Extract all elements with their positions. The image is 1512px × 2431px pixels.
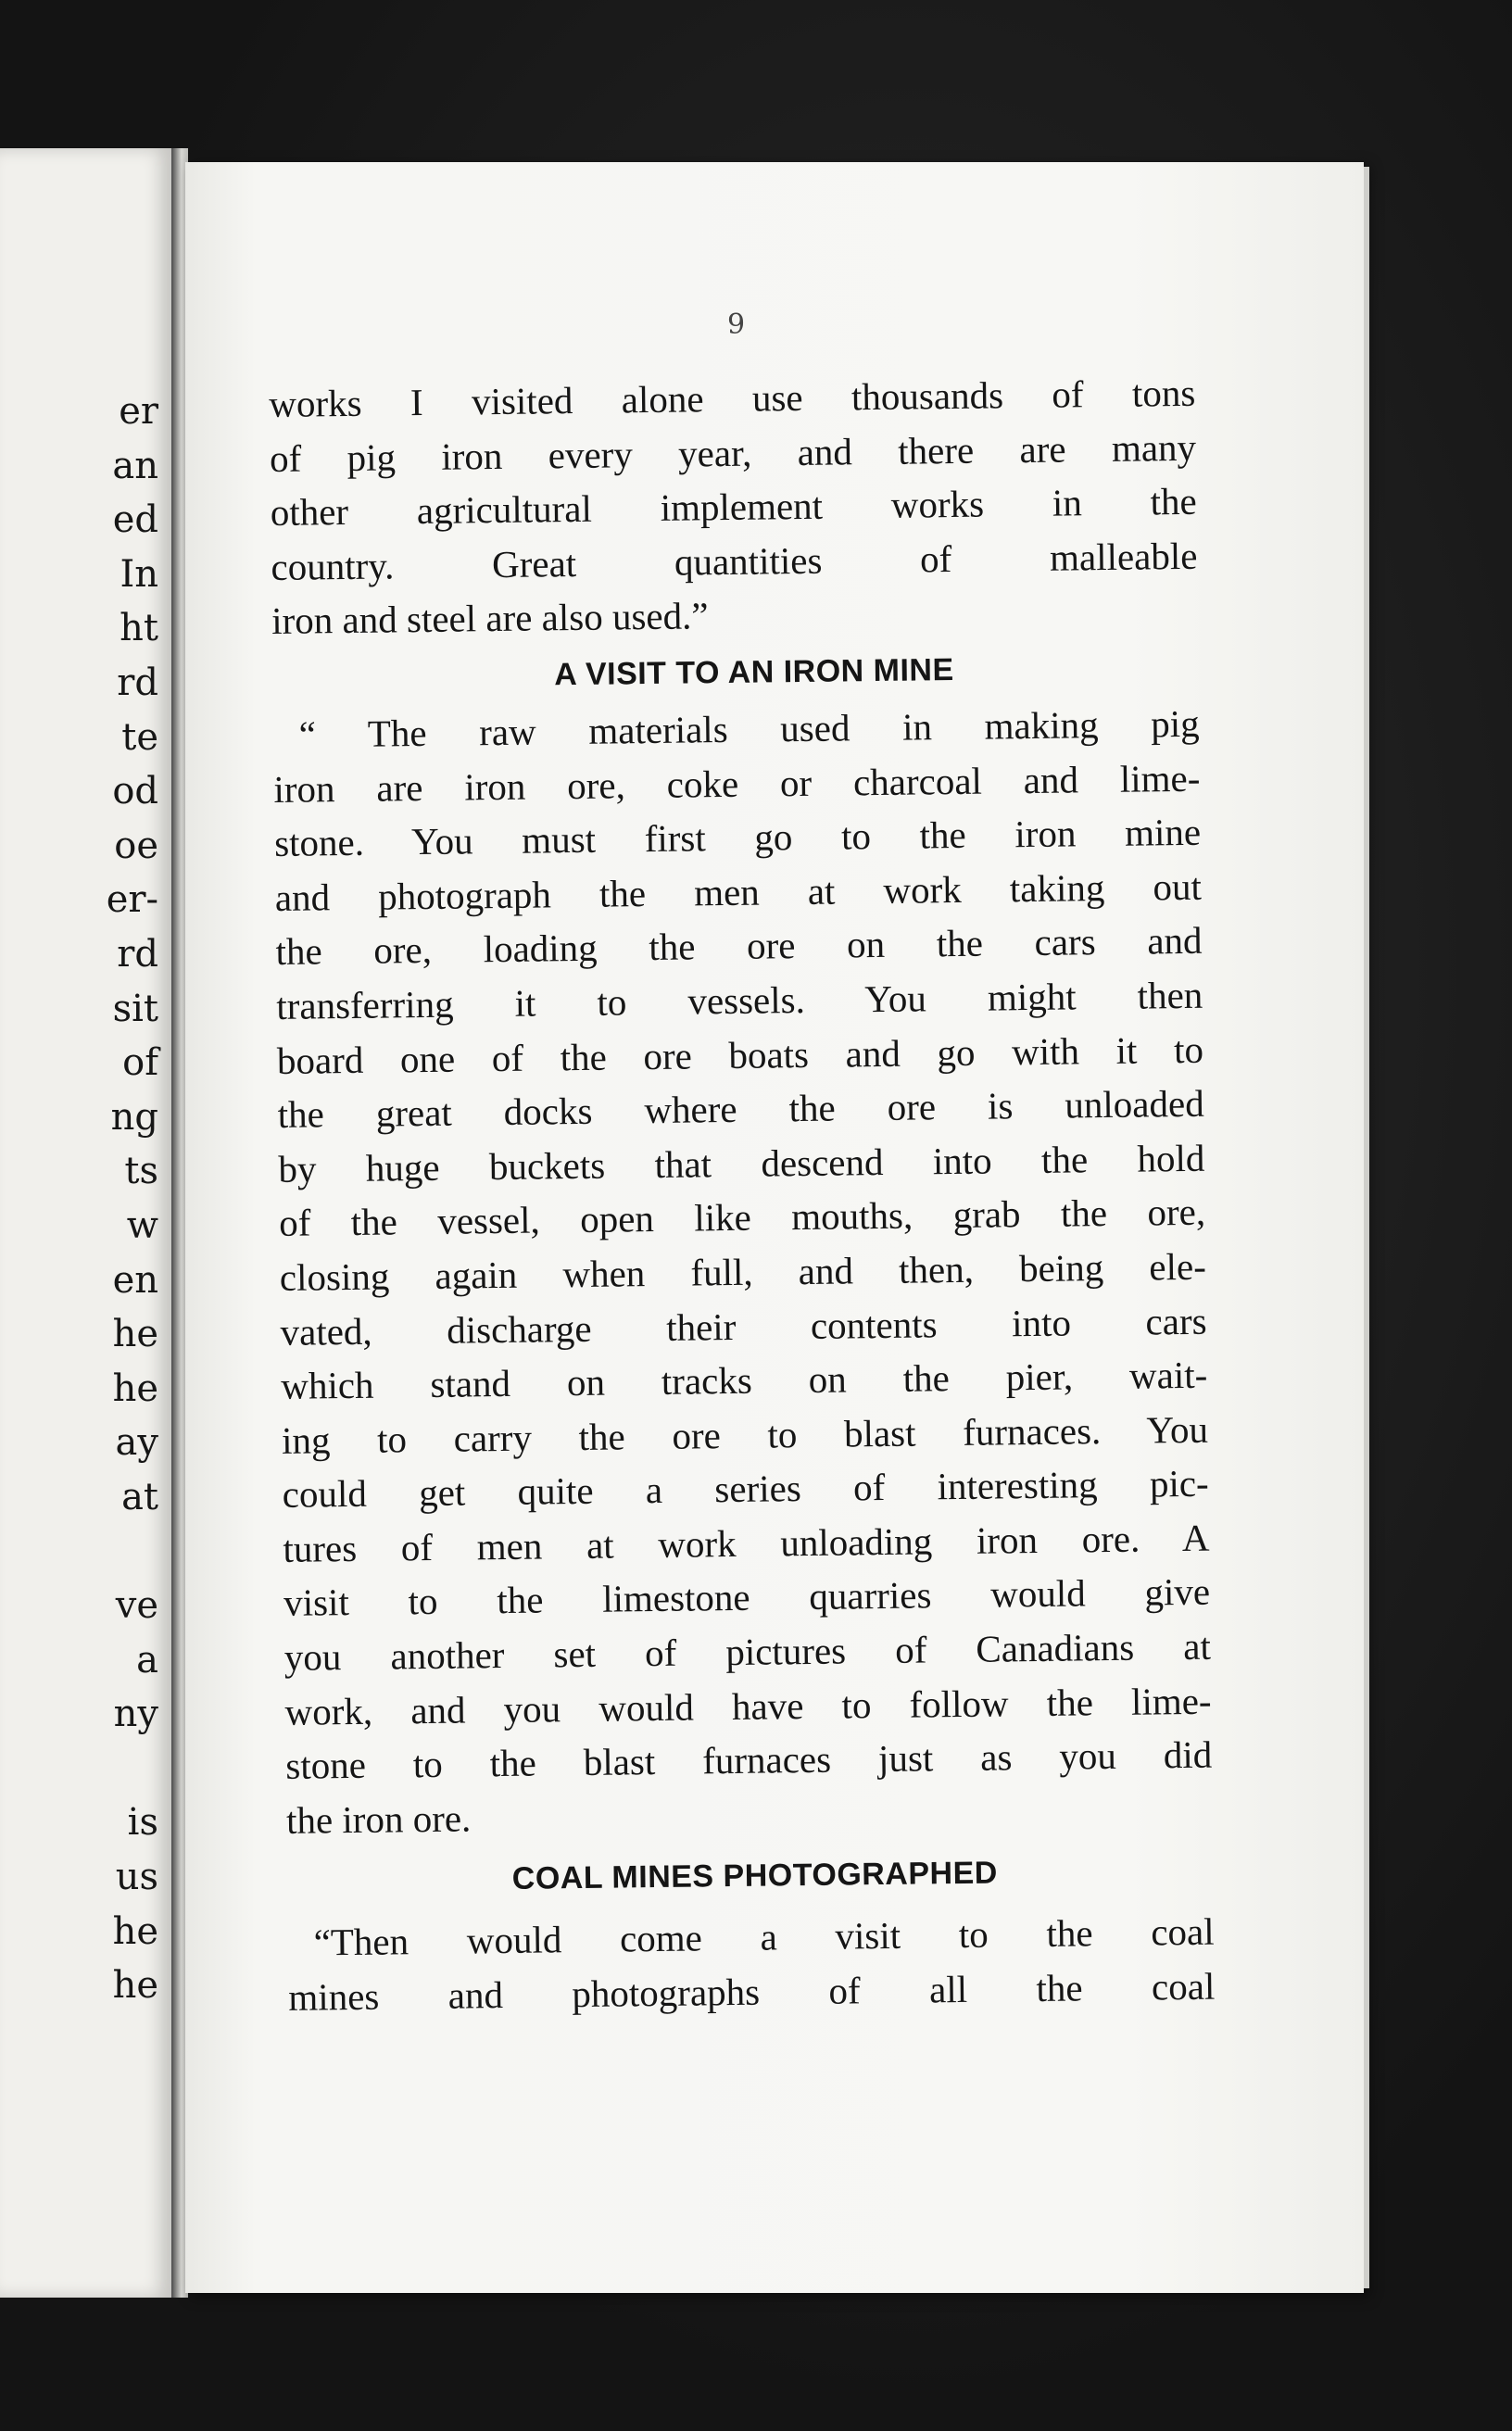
left-fragment: sit [112,987,158,1030]
left-fragment: is [127,1801,158,1845]
right-page [185,162,1364,2293]
left-fragment: ht [120,607,158,650]
page-text-block [269,366,1216,2025]
body-line: the iron ore. [285,1796,472,1842]
body-line: ing to carry the ore to blast furnaces. You [281,1407,1209,1462]
left-fragment: he [112,1313,158,1356]
body-line: country. Great quantities of malleable [271,534,1198,588]
body-line: visit to the limestone quarries would give [283,1570,1211,1625]
body-line: work, and you would have to follow the lime- [284,1679,1212,1733]
body-line: stone to the blast furnaces just as you did [285,1732,1213,1788]
left-fragment: of [122,1041,158,1085]
body-line: iron and steel are also used.” [271,594,709,643]
body-line: works I visited alone use thousands of tons [269,371,1196,425]
body-line: the ore, loading the ore on the cars and [275,919,1203,974]
body-line: you another set of pictures of Canadians at [284,1624,1212,1679]
left-fragment: he [112,1964,158,2008]
left-page-text-fragments [107,384,158,2013]
body-line: stone. You must first go to the iron mine [273,810,1202,865]
left-fragment: ay [115,1421,158,1465]
body-line: and photograph the men at work taking out [274,864,1203,919]
left-fragment: en [112,1258,158,1302]
left-fragment: rd [117,661,158,704]
left-fragment: at [121,1475,158,1518]
body-line: iron are iron ore, coke or charcoal and lime- [273,756,1201,811]
left-fragment: er [119,390,158,433]
body-line: mines and photographs of all the coal [288,1964,1216,2019]
body-line: other agricultural implement works in the [270,479,1197,535]
body-line: “Then would come a visit to the coal [313,1910,1215,1964]
left-fragment: an [112,444,158,487]
left-fragment: w [126,1203,158,1247]
left-fragment: ny [113,1693,158,1736]
body-line: the great docks where the ore is unloaded [277,1081,1204,1137]
section-heading-coal-mines: COAL MINES PHOTOGRAPHED [511,1855,999,1897]
left-fragment: oe [114,824,158,867]
left-fragment [107,1524,158,1579]
page-number: 9 [727,309,746,341]
body-line: closing again when full, and then, being ele- [279,1244,1207,1299]
body-line: board one of the ore boats and go with it to [276,1027,1204,1082]
left-fragment: ts [124,1150,158,1193]
left-fragment: ve [115,1584,158,1628]
left-fragment: rd [117,932,158,976]
left-fragment [107,1742,158,1796]
page-edge [1364,167,1369,2288]
left-fragment: In [120,552,158,596]
body-line: by huge buckets that descend into the hold [278,1136,1205,1190]
body-line: “ The raw materials used in making pig [298,701,1200,756]
body-line: tures of men at work unloading iron ore. A [283,1516,1210,1570]
left-fragment: ed [112,498,158,542]
section-heading-iron-mine: A VISIT TO AN IRON MINE [553,651,954,693]
left-fragment: a [136,1638,158,1682]
body-line: of the vessel, open like mouths, grab the ore, [278,1190,1206,1245]
body-line: could get quite a series of interesting pic- [282,1461,1209,1517]
left-fragment: od [112,770,158,813]
body-line: vated, discharge their contents into cars [280,1299,1207,1354]
left-fragment: er- [106,878,158,922]
body-line: transferring it to vessels. You might then [276,973,1203,1027]
left-fragment: he [112,1909,158,1953]
body-line: which stand on tracks on the pier, wait- [281,1353,1208,1408]
body-line: of pig iron every year, and there are many [269,425,1197,480]
left-fragment: ng [110,1095,158,1139]
left-fragment: te [121,715,158,759]
left-fragment: us [115,1856,158,1899]
left-fragment: he [112,1367,158,1410]
left-facing-page [0,148,174,2298]
